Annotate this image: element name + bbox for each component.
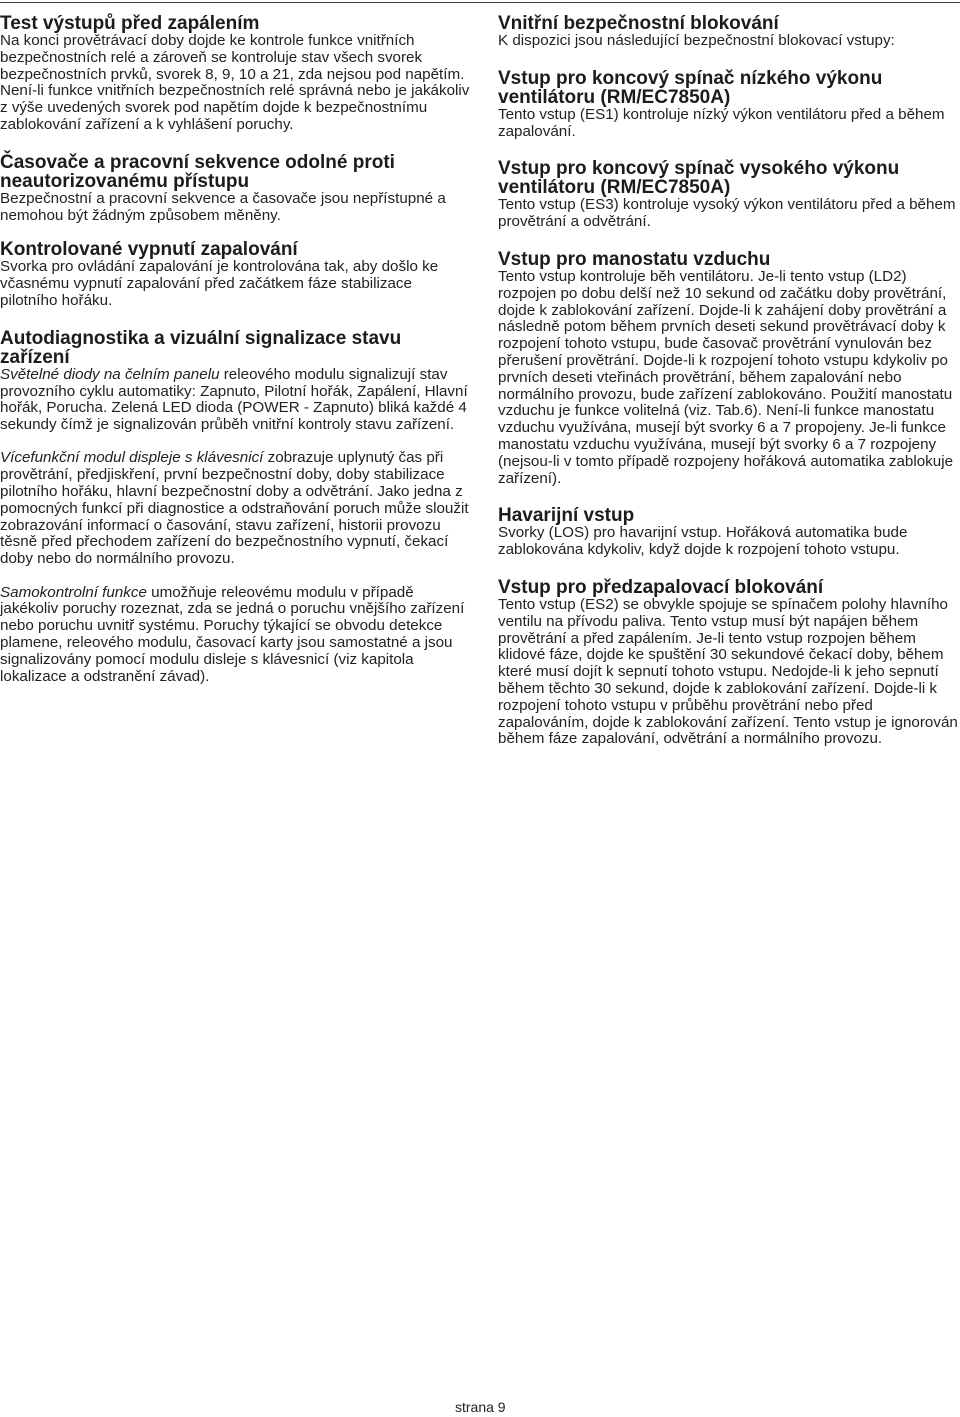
- section-heading: Kontrolované vypnutí zapalování: [0, 239, 298, 261]
- paragraph-text: umožňuje releovému modulu v případě jakékoliv poruchy rozeznat, zda se jedná o poruchu vnějšího zařízení nebo poruchu uvnitř systému. Poruchy týkající se obvodu detekce plamene, releového modulu, časovací karty jsou samostatné a jsou signalizovány pomocí modulu disleje s klávesnicí (viz kapitola lokalizace a odstranění závad).: [0, 583, 465, 685]
- emphasis-text: Samokontrolní funkce: [0, 583, 147, 601]
- section-ignition-shutdown: [0, 240, 470, 309]
- section-text: Tento vstup (ES2) se obvykle spojuje se spínačem polohy hlavního ventilu na přívodu paliva. Tento vstup musí být napájen během provětrání a před zapálením. Je-li tento vstup rozpojen během klidové fáze, dojde ke spuštění 30 sekundové čekací doby, během které musí dojít k sepnutí tohoto vstupu. Nedojde-li k jeho sepnutí během těchto 30 sekund, dojde k zablokování zařízení. Dojde-li k rozpojení tohoto vstupu v průběhu provětrání nebo před zapalováním, dojde k zablokování zařízení. Tento vstup je ignorován během fáze zapalování, odvětrání a normálního provozu.: [498, 595, 958, 748]
- section-heading: Vstup pro koncový spínač nízkého výkonu ventilátoru (RM/EC7850A): [498, 67, 883, 108]
- right-column: [498, 14, 960, 748]
- section-heading: Autodiagnostika a vizuální signalizace stavu zařízení: [0, 327, 402, 368]
- section-timers: [0, 153, 470, 225]
- section-high-fire-switch: [498, 159, 960, 231]
- paragraph-text: releového modulu signalizují stav provozního cyklu automatiky: Zapnuto, Pilotní hořák, Zapálení, Hlavní hořák, Porucha. Zelená LED dioda (POWER - Zapnuto) bliká každé 4 sekundy čímž je signalizován průběh vnitřní kontroly stavu zařízení.: [0, 365, 468, 434]
- section-heading: Havarijní vstup: [498, 505, 635, 527]
- top-rule: [0, 2, 960, 3]
- section-paragraph: [0, 367, 470, 434]
- page-number: strana 9: [455, 1399, 506, 1415]
- section-heading: Vstup pro koncový spínač vysokého výkonu ventilátoru (RM/EC7850A): [498, 158, 900, 199]
- paragraph-text: zobrazuje uplynutý čas při provětrání, předjiskření, první bezpečnostní doby, doby stabilizace pilotního hořáku, hlavní bezpečnostní doby a odvětrání. Jako jedna z pomocných funkcí při diagnostice a odstraňování poruch může sloužit zobrazování informací o časování, stavu zařízení, historii provozu těsně před přechodem zařízení do bezpečnostního vypnutí, čekací doby nebo do normálního provozu.: [0, 449, 469, 568]
- section-preignition-interlock: [498, 578, 960, 748]
- section-text: Svorky (LOS) pro havarijní vstup. Hořáková automatika bude zablokována kdykoliv, když dojde k rozpojení tohoto vstupu.: [498, 524, 908, 559]
- section-text: Tento vstup kontroluje běh ventilátoru. Je-li tento vstup (LD2) rozpojen po dobu delší než 10 sekund od začátku doby provětrání, dojde k zablokování zařízení. Dojde-li k zahájení doby provětrání a následně potom během prvních deseti sekund provětrávací doby k rozpojení tohoto vstupu, bude časovač provětrání vynulován bez přerušení provětrání. Dojde-li k rozpojení tohoto vstupu kdykoliv po prvních deseti vteřinách provětrání, během zapalování nebo normálního provozu, bude zařízení zablokováno. Použití manostatu vzduchu je funkce volitelná (viz. Tab.6). Není-li funkce manostatu vzduchu využívána, musejí být svorky 6 a 7 propojeny. Je-li funkce manostatu vzduchu využívána, musejí být svorky 6 a 7 rozpojeny (nejsou-li v tomto případě rozpojeny hořáková automatika zablokuje zařízení).: [498, 267, 954, 487]
- section-internal-interlocks: [498, 14, 960, 50]
- section-self-diagnostics: [0, 329, 470, 686]
- section-text: Na konci provětrávací doby dojde ke kontrole funkce vnitřních bezpečnostních relé a zároveň se kontroluje stav všech svorek bezpečnostních prvků, svorek 8, 9, 10 a 21, zda nejsou pod napětím. Není-li funkce vnitřních bezpečnostních relé správná nebo je jakákoliv z výše uvedených svorek pod napětím dojde k bezpečnostnímu zablokování zařízení a k vyhlášení poruchy.: [0, 32, 470, 133]
- section-paragraph: [0, 585, 470, 686]
- section-text: Svorka pro ovládání zapalování je kontrolována tak, aby došlo ke včasnému vypnutí zapalování před začátkem fáze stabilizace pilotního hořáku.: [0, 258, 439, 309]
- emphasis-text: Světelné diody na čelním panelu: [0, 365, 220, 383]
- section-heading: Test výstupů před zapálením: [0, 13, 260, 34]
- emphasis-text: Vícefunkční modul displeje s klávesnicí: [0, 449, 264, 467]
- section-heading: Vnitřní bezpečnostní blokování: [498, 13, 779, 34]
- section-heading: Vstup pro předzapalovací blokování: [498, 576, 824, 598]
- section-emergency-input: [498, 506, 960, 559]
- section-text: Tento vstup (ES1) kontroluje nízký výkon ventilátoru před a během zapalování.: [498, 105, 945, 140]
- section-text: Bezpečnostní a pracovní sekvence a časovače jsou nepřístupné a nemohou být žádným způsobem měněny.: [0, 189, 446, 224]
- left-column: [0, 14, 470, 685]
- section-text: K dispozici jsou následující bezpečnostní blokovací vstupy:: [498, 32, 895, 49]
- section-low-fire-switch: [498, 69, 960, 141]
- section-heading: Vstup pro manostatu vzduchu: [498, 248, 771, 270]
- section-output-test: [0, 14, 470, 134]
- section-text: Tento vstup (ES3) kontroluje vysoký výkon ventilátoru před a během provětrání a odvětrání.: [498, 196, 956, 231]
- section-airflow-switch: [498, 250, 960, 487]
- section-heading: Časovače a pracovní sekvence odolné proti neautorizovanému přístupu: [0, 151, 395, 192]
- section-paragraph: [0, 450, 470, 568]
